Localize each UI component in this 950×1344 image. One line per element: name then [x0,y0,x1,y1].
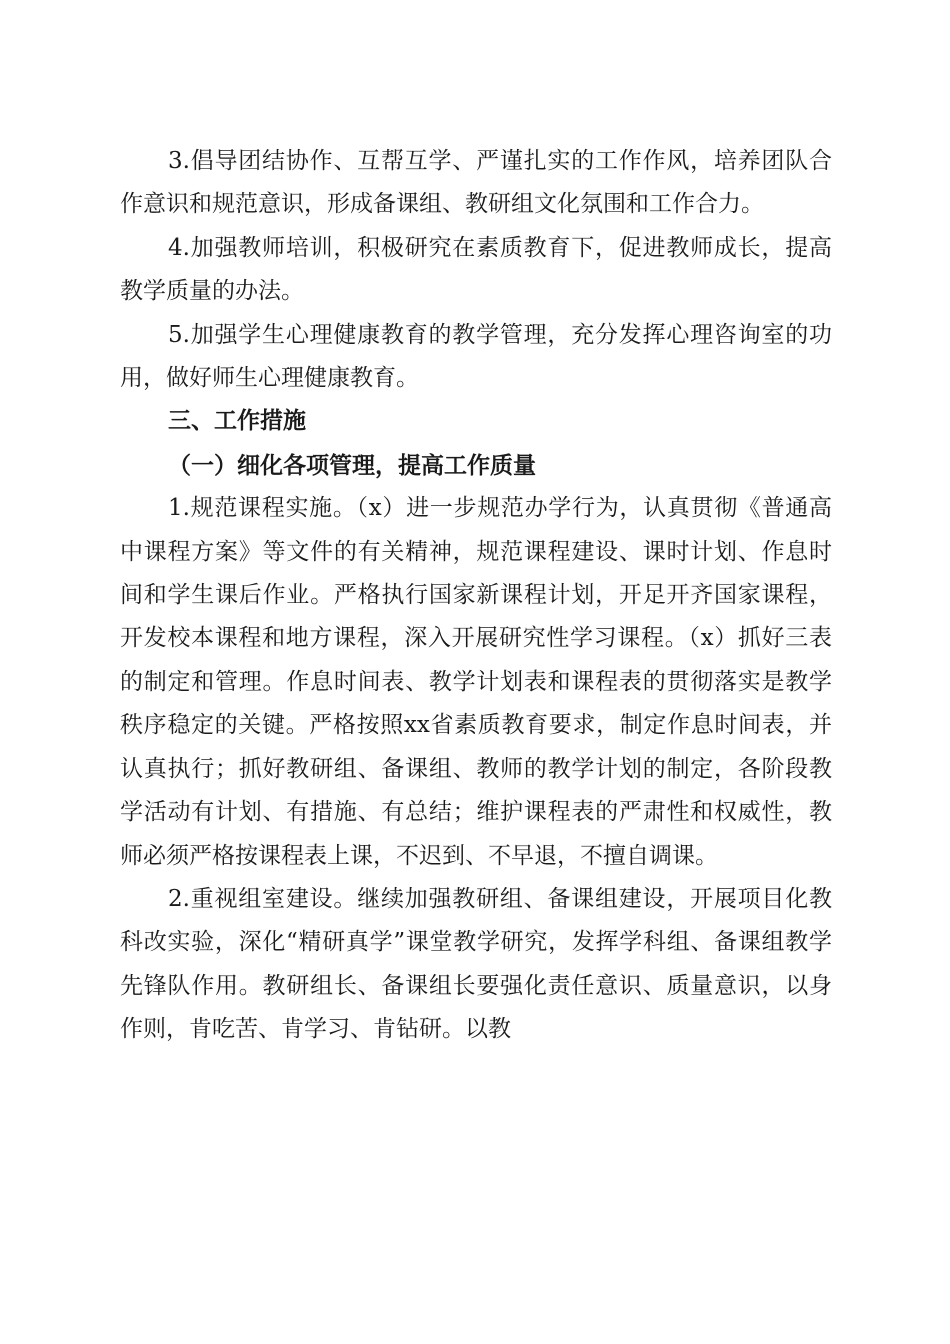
paragraph-item-4: 4.加强教师培训，积极研究在素质教育下，促进教师成长，提高教学质量的办法。 [120,234,832,305]
section-heading: 三、工作措施 [168,408,306,435]
document-body [120,140,832,1052]
paragraph-item-3: 3.倡导团结协作、互帮互学、严谨扎实的工作作风，培养团队合作意识和规范意识，形成备课组、教研组文化氛围和工作合力。 [120,148,832,218]
subsection-heading: （一）细化各项管理，提高工作质量 [168,451,536,479]
paragraph-course-implementation: 1.规范课程实施。（x）进一步规范办学行为，认真贯彻《普通高中课程方案》等文件的有关精神，规范课程建设、课时计划、作息时间和学生课后作业。严格执行国家新课程计划，开足开齐国家课程，开发校本课程和地方课程，深入开展研究性学习课程。（x）抓好三表的制定和管理。作息时间表、教学计划表和课程表的贯彻落实是教学秩序稳定的关键。严格按照xx省素质教育要求，制定作息时间表，并认真执行；抓好教研组、备课组、教师的教学计划的制定，各阶段教学活动有计划、有措施、有总结；维护课程表的严肃性和权威性，教师必须严格按课程表上课，不迟到、不早退，不擅自调课。 [120,495,832,869]
paragraph-item-5: 5.加强学生心理健康教育的教学管理，充分发挥心理咨询室的功用，做好师生心理健康教育。 [120,321,832,392]
paragraph-group-construction: 2.重视组室建设。继续加强教研组、备课组建设，开展项目化教科改实验，深化“精研真学”课堂教学研究，发挥学科组、备课组教学先锋队作用。教研组长、备课组长要强化责任意识、质量意识，以身作则，肯吃苦、肯学习、肯钻研。以教 [120,885,832,1043]
